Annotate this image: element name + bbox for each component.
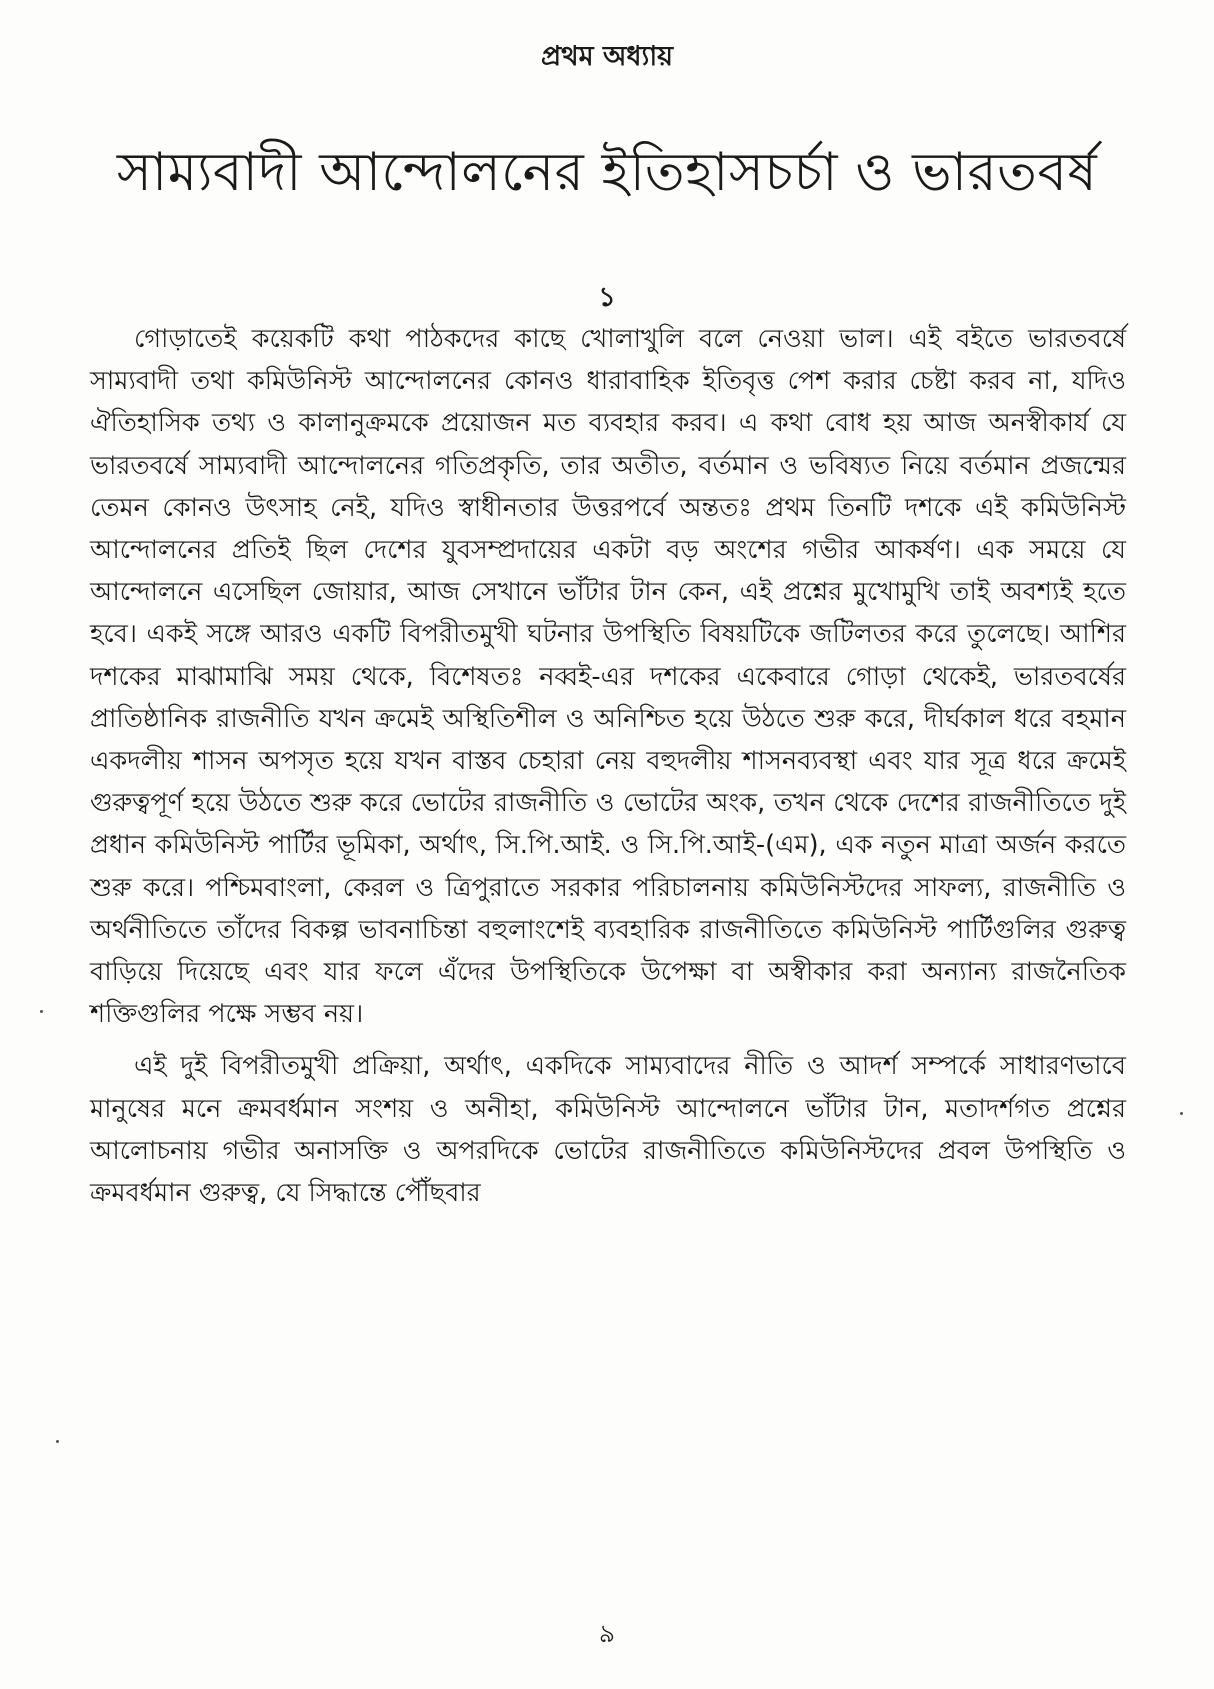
page-number: ৯ [598, 1619, 616, 1648]
scan-speck [56, 1440, 59, 1443]
paragraph: গোড়াতেই কয়েকটি কথা পাঠকদের কাছে খোলাখুলি বলে নেওয়া ভাল। এই বইতে ভারতবর্ষে সাম্যবাদী তথা কমিউনিস্ট আন্দোলনের কোনও ধারাবাহিক ইতিবৃত্ত পেশ করার চেষ্টা করব না, যদিও ঐতিহাসিক তথ্য ও কালানুক্রমকে প্রয়োজন মত ব্যবহার করব। এ কথা বোধ হয় আজ অনস্বীকার্য যে ভারতবর্ষে সাম্যবাদী আন্দোলনের গতিপ্রকৃতি, তার অতীত, বর্তমান ও ভবিষ্যত নিয়ে বর্তমান প্রজন্মের তেমন কোনও উৎসাহ নেই, যদিও স্বাধীনতার উত্তরপর্বে অন্ততঃ প্রথম তিনটি দশকে এই কমিউনিস্ট আন্দোলনের প্রতিই ছিল দেশের যুবসম্প্রদায়ের একটা বড় অংশের গভীর আকর্ষণ। এক সময়ে যে আন্দোলনে এসেছিল জোয়ার, আজ সেখানে ভাঁটার টান কেন, এই প্রশ্নের মুখোমুখি তাই অবশ্যই হতে হবে। একই সঙ্গে আরও একটি বিপরীতমুখী ঘটনার উপস্থিতি বিষয়টিকে জটিলতর করে তুলেছে। আশির দশকের মাঝামাঝি সময় থেকে, বিশেষতঃ নব্বই-এর দশকের একেবারে গোড়া থেকেই, ভারতবর্ষের প্রাতিষ্ঠানিক রাজনীতি যখন ক্রমেই অস্থিতিশীল ও অনিশ্চিত হয়ে উঠতে শুরু করে, দীর্ঘকাল ধরে বহমান একদলীয় শাসন অপসৃত হয়ে যখন বাস্তব চেহারা নেয় বহুদলীয় শাসনব্যবস্থা এবং যার সূত্র ধরে ক্রমেই গুরুত্বপূর্ণ হয়ে উঠতে শুরু করে ভোটের রাজনীতি ও ভোটের অংক, তখন থেকে দেশের রাজনীতিতে দুই প্রধান কমিউনিস্ট পার্টির ভূমিকা, অর্থাৎ, সি.পি.আই. ও সি.পি.আই-(এম), এক নতুন মাত্রা অর্জন করতে শুরু করে। পশ্চিমবাংলা, কেরল ও ত্রিপুরাতে সরকার পরিচালনায় কমিউনিস্টদের সাফল্য, রাজনীতি ও অর্থনীতিতে তাঁদের বিকল্প ভাবনাচিন্তা বহুলাংশেই ব্যবহারিক রাজনীতিতে কমিউনিস্ট পার্টিগুলির গুরুত্ব বাড়িয়ে দিয়েছে এবং যার ফলে এঁদের উপস্থিতিকে উপেক্ষা বা অস্বীকার করা অন্যান্য রাজনৈতিক শক্তিগুলির পক্ষে সম্ভব নয়। [90, 324, 1126, 1030]
body-text [90, 318, 1126, 1214]
chapter-label: প্রথম অধ্যায় [540, 41, 674, 72]
paragraph: এই দুই বিপরীতমুখী প্রক্রিয়া, অর্থাৎ, একদিকে সাম্যবাদের নীতি ও আদর্শ সম্পর্কে সাধারণভাবে মানুষের মনে ক্রমবর্ধমান সংশয় ও অনীহা, কমিউনিস্ট আন্দোলনে ভাঁটার টান, মতাদর্শগত প্রশ্নের আলোচনায় গভীর অনাসক্তি ও অপরদিকে ভোটের রাজনীতিতে কমিউনিস্টদের প্রবল উপস্থিতি ও ক্রমবর্ধমান গুরুত্ব, যে সিদ্ধান্তে পৌঁছবার [90, 1051, 1126, 1209]
scan-speck [1180, 1112, 1183, 1115]
scan-speck [40, 1010, 43, 1013]
section-number: ১ [598, 282, 616, 313]
chapter-title: সাম্যবাদী আন্দোলনের ইতিহাসচর্চা ও ভারতবর্ষ [116, 142, 1098, 203]
